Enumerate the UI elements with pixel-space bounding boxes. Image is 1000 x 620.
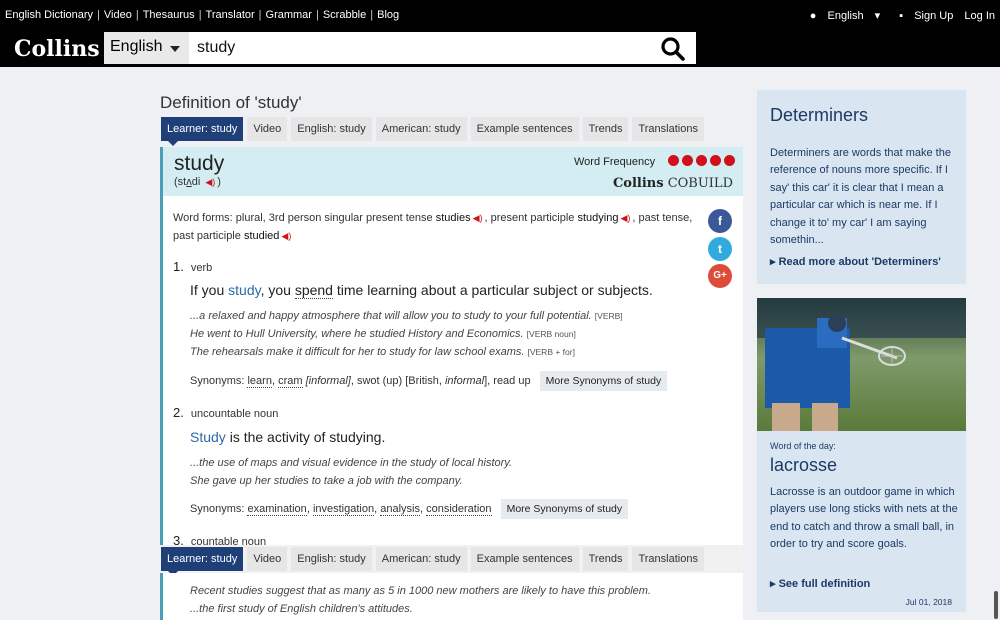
example: ...the first study of English children's attitudes.: [190, 603, 413, 615]
speaker-icon[interactable]: ◀): [472, 213, 483, 224]
page-title: Definition of 'study': [160, 93, 302, 112]
nav-scrabble[interactable]: Scrabble: [322, 9, 367, 21]
example: ...the use of maps and visual evidence in the study of local history.: [190, 457, 513, 469]
example: Recent studies suggest that as many as 5 in 1000 new mothers are likely to have this problem.: [190, 585, 652, 597]
pron-part: ): [217, 176, 221, 188]
tab-example-sentences[interactable]: Example sentences: [471, 547, 579, 571]
part-of-speech: countable noun: [190, 536, 267, 545]
word-forms-text: , past tense, past participle: [173, 212, 693, 243]
definition-panel: [160, 147, 743, 545]
tab-learner[interactable]: Learner: study: [161, 547, 243, 571]
nav-thesaurus[interactable]: Thesaurus: [142, 9, 195, 21]
search-input[interactable]: [189, 32, 696, 64]
word-of-the-day-label: Word of the day:: [770, 441, 836, 451]
tab-video[interactable]: Video: [247, 547, 287, 571]
part-of-speech: uncountable noun: [190, 408, 279, 420]
speaker-icon[interactable]: ◀): [620, 213, 631, 224]
examples: [190, 307, 623, 361]
tab-trends[interactable]: Trends: [583, 117, 629, 141]
example: She gave up her studies to take a job with the company.: [190, 475, 463, 487]
grammar-tag: [VERB + for]: [527, 347, 575, 357]
top-links: English Dictionary | Video | Thesaurus | Translator | Grammar | Scrabble | Blog: [5, 9, 400, 21]
synonyms: Synonyms: learn, cram [informal], swot (up) [British, informal], read up More Synonyms of study: [190, 371, 667, 391]
tab-learner[interactable]: Learner: study: [161, 117, 243, 141]
word-of-the-day[interactable]: lacrosse: [770, 455, 838, 475]
synonym-link[interactable]: investigation: [312, 503, 375, 515]
tab-english[interactable]: English: study: [291, 117, 371, 141]
speaker-icon[interactable]: ◀): [281, 231, 292, 242]
headword: study: [174, 152, 225, 175]
examples: [190, 454, 512, 490]
sense-header: [173, 533, 266, 545]
sense-header: [173, 259, 212, 274]
user-icon: ▪: [899, 10, 904, 22]
frequency-dot: [696, 155, 707, 166]
synonyms: Synonyms: examination, investigation, analysis, consideration More Synonyms of study: [190, 499, 628, 519]
grammar-tag: [VERB noun]: [526, 329, 576, 339]
more-examples-panel: [160, 573, 743, 620]
dropdown-caret-icon: [170, 46, 180, 52]
def-part: , you: [260, 282, 295, 298]
synonyms-label: Synonyms:: [190, 503, 245, 515]
read-more-link[interactable]: [770, 255, 941, 268]
example: [190, 325, 623, 343]
word-forms-text: , present participle: [484, 212, 575, 224]
keyword: study: [228, 282, 261, 298]
tab-trends[interactable]: Trends: [583, 547, 629, 571]
grammar-card-title: Determiners: [770, 105, 869, 125]
definition-text: [190, 282, 653, 298]
signup-label: Sign Up: [914, 10, 954, 22]
examples: [190, 582, 651, 618]
tab-translations[interactable]: Translations: [632, 117, 704, 141]
word-frequency-label: Word Frequency: [574, 156, 656, 168]
word-form: studied: [243, 230, 280, 243]
synonym-text: ], read up: [484, 375, 531, 387]
register-label: [informal]: [305, 375, 351, 387]
triangle-right-icon: ▸: [770, 578, 776, 590]
facebook-icon[interactable]: f: [708, 209, 732, 233]
tab-english[interactable]: English: study: [291, 547, 371, 571]
synonym-link[interactable]: analysis: [380, 503, 420, 515]
login-link[interactable]: Log In: [964, 10, 995, 22]
tab-american[interactable]: American: study: [376, 117, 467, 141]
pron-stress: ʌ: [186, 176, 192, 188]
part-of-speech: verb: [190, 262, 213, 274]
speaker-icon[interactable]: ◀): [205, 176, 216, 187]
example: [190, 307, 623, 325]
frequency-dots: [668, 155, 735, 166]
dictionary-select[interactable]: [104, 32, 189, 64]
caret-down-icon: ▾: [874, 10, 881, 22]
read-more-label: Read more about 'Determiners': [778, 256, 941, 268]
word-of-the-day-card: [757, 298, 966, 612]
definition-text: [190, 429, 385, 445]
search-bar: [0, 30, 1000, 67]
synonym-link[interactable]: examination: [247, 503, 307, 515]
def-part: is the activity of studying.: [225, 429, 386, 445]
sense-number: 1.: [173, 259, 184, 274]
synonyms-label: Synonyms:: [190, 375, 245, 387]
grammar-card-text: Determiners are words that make the reference of nouns more specific. If I say' this car' it is clear that I mean a particular car which is near me. If I change it to' my car' I am saying somethin...: [770, 147, 951, 247]
see-full-definition-label: See full definition: [778, 578, 871, 590]
word-forms-label: Word forms:: [173, 212, 233, 224]
signup-link[interactable]: [891, 10, 953, 22]
nav-blog[interactable]: Blog: [377, 9, 400, 21]
grammar-card: [757, 90, 966, 284]
example-text: The rehearsals make it difficult for her to study for law school exams.: [190, 346, 525, 358]
word-of-the-day-date: Jul 01, 2018: [905, 597, 952, 607]
globe-icon: ●: [809, 10, 817, 22]
search-icon[interactable]: [660, 36, 686, 62]
register-label: informal: [444, 375, 485, 387]
account-links: [794, 9, 995, 22]
frequency-dot: [668, 155, 679, 166]
synonym-link[interactable]: consideration: [426, 503, 492, 515]
cobuild-collins: Collins: [612, 176, 664, 191]
lacrosse-photo: [757, 298, 966, 431]
tab-american[interactable]: American: study: [376, 547, 467, 571]
scrollbar-thumb[interactable]: [994, 591, 998, 619]
synonym-text: , swot (up) [British,: [350, 375, 445, 387]
tab-example-sentences[interactable]: Example sentences: [471, 117, 579, 141]
sense-number: 3.: [173, 533, 184, 545]
nav-video[interactable]: Video: [103, 9, 132, 21]
entry-accent-line: [160, 196, 163, 545]
keyword: Study: [190, 429, 226, 445]
def-part: time learning about a particular subject or subjects.: [332, 282, 653, 298]
example-text: ...a relaxed and happy atmosphere that will allow you to study to your full potential.: [190, 310, 592, 322]
grammar-tag: [VERB]: [594, 311, 623, 321]
word-form: studying: [577, 212, 619, 224]
collins-cobuild-logo: [613, 176, 733, 191]
frequency-dot: [724, 155, 735, 166]
cobuild-text: COBUILD: [667, 176, 733, 191]
frequency-dot: [710, 155, 721, 166]
synonym-link[interactable]: cram: [278, 375, 303, 387]
dictionary-select-label: English: [110, 38, 163, 55]
sticky-entry-tabs: [161, 547, 704, 571]
def-part: If you: [190, 282, 229, 298]
more-synonyms-button[interactable]: More Synonyms of study: [501, 499, 629, 519]
entry-tabs: [161, 117, 704, 141]
more-synonyms-button[interactable]: More Synonyms of study: [540, 371, 668, 391]
synonym-link[interactable]: learn: [247, 375, 272, 387]
word-forms: [173, 209, 713, 245]
example: [190, 343, 623, 361]
linked-word[interactable]: spend: [294, 282, 333, 298]
triangle-right-icon: ▸: [770, 256, 776, 268]
pron-part: (st: [174, 176, 187, 188]
nav-translator[interactable]: Translator: [205, 9, 255, 21]
tab-translations[interactable]: Translations: [632, 547, 704, 571]
tab-video[interactable]: Video: [247, 117, 287, 141]
top-navigation: [0, 0, 1000, 30]
sense-header: [173, 405, 278, 420]
word-forms-text: plural, 3rd person singular present tense: [235, 212, 433, 224]
headword-header: [160, 147, 743, 196]
word-of-the-day-text: Lacrosse is an outdoor game in which players use long sticks with nets at the end to catch and throw a small ball, in order to try and score goals.: [770, 486, 958, 551]
pronunciation: [174, 176, 221, 188]
nav-english-dictionary[interactable]: English Dictionary: [5, 9, 94, 21]
language-label: English: [827, 10, 864, 22]
language-menu[interactable]: [802, 10, 880, 22]
collins-logo[interactable]: Collins: [14, 36, 100, 62]
word-form: studies: [435, 212, 471, 224]
frequency-dot: [682, 155, 693, 166]
nav-grammar[interactable]: Grammar: [265, 9, 312, 21]
google-plus-icon[interactable]: G+: [708, 264, 732, 288]
see-full-definition-link[interactable]: [770, 577, 870, 590]
pron-part: di: [191, 176, 201, 188]
example-text: He went to Hull University, where he studied History and Economics.: [190, 328, 524, 340]
sense-number: 2.: [173, 405, 184, 420]
twitter-icon[interactable]: t: [708, 237, 732, 261]
